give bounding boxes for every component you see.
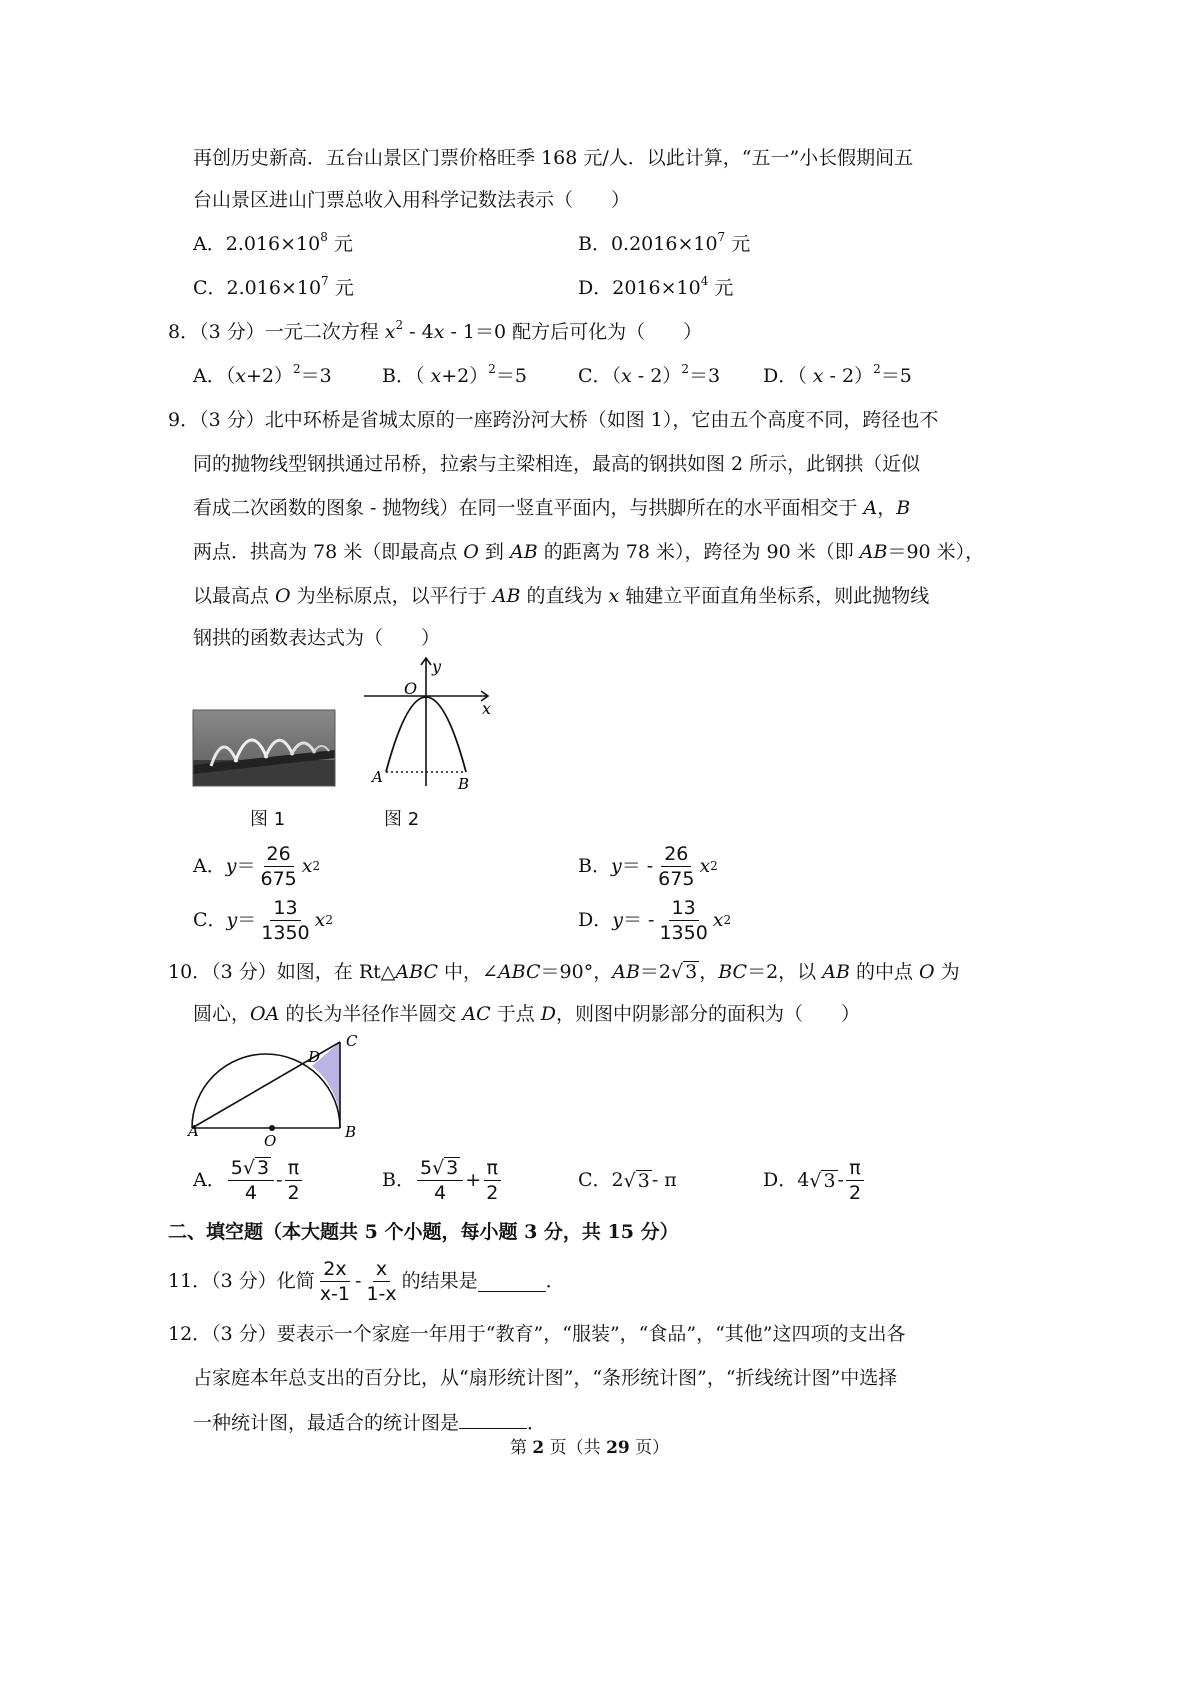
q7-option-a: A．$2.016\times 10^8$ 元 <box>193 230 353 255</box>
q9-text-line4: 两点．拱高为 78 米（即最高点 O 到 AB 的距离为 78 米），跨径为 90 米（即 AB＝90 米）， <box>193 541 985 563</box>
q12-text-line1: 12．（3 分）要表示一个家庭一年用于“教育”，“服装”，“食品”，“其他”这四项的支出各 <box>168 1323 906 1345</box>
section-heading: 二、填空题（本大题共 5 个小题，每小题 3 分，共 15 分） <box>168 1221 679 1243</box>
q10-option-d: D． 4 √ 3 - $\frac{\pi}{2}$ <box>763 1155 866 1205</box>
q12-text-line2: 占家庭本年总支出的百分比，从“扇形统计图”，“条形统计图”，“折线统计图”中选择 <box>193 1367 898 1389</box>
center-point <box>269 1125 275 1131</box>
figure1-caption: 图 1 <box>250 809 286 830</box>
fraction: $\frac{26}{675}$ <box>658 842 695 890</box>
parabola-figure <box>360 652 500 792</box>
q8-option-c: C．（x - 2）$^2$＝3 <box>578 362 721 387</box>
y-axis-label: y <box>432 657 442 676</box>
q7-option-c: C．$2.016\times 10^7$ 元 <box>193 274 354 299</box>
fraction: $\frac{\pi}{2}$ <box>284 1157 302 1204</box>
q9-text-line6: 钢拱的函数表达式为（ ） <box>193 627 441 649</box>
q9-option-b: B． y ＝ - $\frac{26}{675}$ x 2 <box>578 842 718 890</box>
fraction: 5 √ 3 4 <box>417 1157 463 1204</box>
fraction: 5 √ 3 4 <box>228 1157 274 1204</box>
q8-stem: 8．（3 分）一元二次方程 $x^2 - 4x - 1=0$ 配方后可化为（ ） <box>168 318 703 343</box>
sqrt-symbol: √ 3 <box>623 1169 650 1192</box>
page-footer: 第 2 页（共 29 页） <box>510 1438 670 1458</box>
label-o: O <box>264 1132 277 1150</box>
label-b: B <box>345 1123 357 1141</box>
label-a: A <box>188 1122 199 1140</box>
fraction: $\frac{\pi}{2}$ <box>846 1157 864 1204</box>
figure2-caption: 图 2 <box>384 809 420 830</box>
q7-option-d: D．$2016\times 10^4$ 元 <box>578 274 734 299</box>
q12-text-line3: 一种统计图，最适合的统计图是 ． <box>193 1408 546 1437</box>
q9-text-line5: 以最高点 O 为坐标原点，以平行于 AB 的直线为 x 轴建立平面直角坐标系，则此抛物线 <box>193 585 930 607</box>
q7-text-line1: 再创历史新高．五台山景区门票价格旺季 168 元/人．以此计算，“五一”小长假期间五 <box>193 147 914 169</box>
q7-option-b: B．$0.2016\times 10^7$ 元 <box>578 230 751 255</box>
q9-option-a: A． y ＝ $\frac{26}{675}$ x 2 <box>193 842 321 890</box>
total-pages: 29 <box>606 1438 630 1458</box>
fraction: $\frac{13}{1350}$ <box>261 896 310 944</box>
sqrt-symbol: √ 3 <box>809 1169 836 1192</box>
q9-option-c: C． y ＝ $\frac{13}{1350}$ x 2 <box>193 896 334 944</box>
q9-text-line1: 9．（3 分）北中环桥是省城太原的一座跨汾河大桥（如图 1），它由五个高度不同，跨径也不 <box>168 409 939 431</box>
label-d: D <box>308 1048 321 1066</box>
x-axis-label: x <box>482 699 492 718</box>
q11-stem: 11．（3 分）化简 $\frac{2x}{x-1}$ - $\frac{x}{1-x}$ 的结果是 ． <box>168 1257 565 1305</box>
fraction: $\frac{13}{1350}$ <box>659 896 708 944</box>
q10-option-b: B． 5 √ 3 4 + $\frac{\pi}{2}$ <box>382 1155 503 1205</box>
fraction: $\frac{x}{1-x}$ <box>366 1257 397 1305</box>
label-c: C <box>346 1032 358 1050</box>
semicircle-figure <box>190 1030 370 1148</box>
point-a-label: A <box>372 768 383 786</box>
q10-option-c: C． 2 √ 3 - π <box>578 1169 677 1192</box>
bridge-photo <box>193 710 335 786</box>
q9-text-line3: 看成二次函数的图象 - 抛物线）在同一竖直平面内，与拱脚所在的水平面相交于 A，B <box>193 497 911 519</box>
origin-label: O <box>404 679 418 698</box>
q8-option-d: D．（ x - 2）$^2$＝5 <box>763 362 912 387</box>
answer-blank[interactable] <box>478 1271 546 1292</box>
q7-text-line2: 台山景区进山门票总收入用科学记数法表示（ ） <box>193 189 631 211</box>
fraction: $\frac{26}{675}$ <box>260 842 297 890</box>
sqrt-symbol: √ 3 <box>671 961 698 983</box>
q10-option-a: A． 5 √ 3 4 - $\frac{\pi}{2}$ <box>193 1155 305 1205</box>
q10-text-line1: 10．（3 分）如图，在 Rt△ABC 中，∠ABC＝90°，AB＝2 √ 3 ，BC＝2，以 AB 的中点 O 为 <box>168 961 960 983</box>
point-b-label: B <box>458 775 470 793</box>
fraction: $\frac{\pi}{2}$ <box>483 1157 501 1204</box>
q9-text-line2: 同的抛物线型钢拱通过吊桥，拉索与主梁相连，最高的钢拱如图 2 所示，此钢拱（近似 <box>193 453 921 475</box>
q9-option-d: D． y ＝ - $\frac{13}{1350}$ x 2 <box>578 896 732 944</box>
q8-option-a: A．$(x+2)^2=3$ <box>193 362 332 387</box>
q8-option-b: B．（ x+2）$^2$＝5 <box>382 362 527 387</box>
q10-text-line2: 圆心，OA 的长为半径作半圆交 AC 于点 D，则图中阴影部分的面积为（ ） <box>193 1003 861 1025</box>
fraction: $\frac{2x}{x-1}$ <box>319 1257 351 1305</box>
answer-blank[interactable] <box>459 1408 527 1429</box>
page-number: 2 <box>532 1438 545 1458</box>
